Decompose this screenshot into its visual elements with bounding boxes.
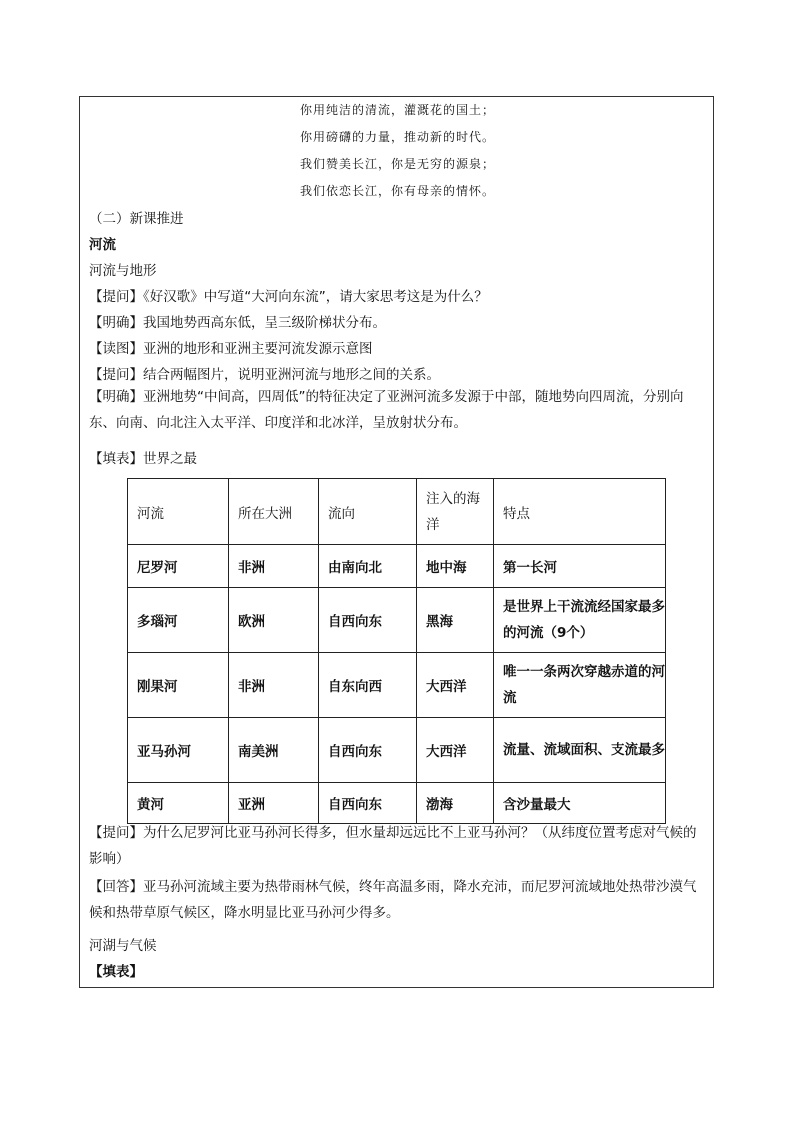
table-cell: 自西向东 (319, 783, 417, 824)
table-cell: 亚洲 (229, 783, 319, 824)
table-cell: 含沙量最大 (494, 783, 666, 824)
table-cell: 刚果河 (128, 653, 229, 718)
header-cell: 河流 (128, 479, 229, 545)
table-cell: 非洲 (229, 653, 319, 718)
table-cell: 是世界上干流流经国家最多的河流（9个） (494, 588, 666, 653)
read-map-note: 【读图】亚洲的地形和亚洲主要河流发源示意图 (89, 341, 373, 357)
header-cell: 流向 (319, 479, 417, 545)
table-cell: 流量、流域面积、支流最多 (494, 718, 666, 783)
poem-line: 我们依恋长江，你有母亲的情怀。 (299, 184, 495, 198)
table-cell: 欧洲 (229, 588, 319, 653)
table-cell: 地中海 (417, 545, 494, 588)
table-cell: 非洲 (229, 545, 319, 588)
question-1: 【提问】《好汉歌》中写道“大河向东流”，请大家思考这是为什么？ (89, 289, 488, 305)
heading-rivers: 河流 (89, 237, 116, 253)
table-cell: 黑海 (417, 588, 494, 653)
poem-line: 你用纯洁的清流，灌溉花的国土； (299, 103, 495, 117)
question-2: 【提问】结合两幅图片，说明亚洲河流与地形之间的关系。 (89, 367, 440, 383)
question-3: 【提问】为什么尼罗河比亚马孙河长得多，但水量却远远比不上亚马孙河？（从纬度位置考虑对气候的影响） (89, 825, 697, 867)
table-cell: 第一长河 (494, 545, 666, 588)
table-cell: 自东向西 (319, 653, 417, 718)
header-cell: 所在大洲 (229, 479, 319, 545)
table-row (128, 653, 666, 718)
table-cell: 黄河 (128, 783, 229, 824)
table-cell: 自西向东 (319, 718, 417, 783)
section-title: （二）新课推进 (89, 211, 184, 227)
header-cell: 特点 (494, 479, 666, 545)
table-row (128, 783, 666, 824)
table-row (128, 718, 666, 783)
fill-table-label-2: 【填表】 (89, 964, 143, 980)
table-row (128, 588, 666, 653)
subheading-lake-climate: 河湖与气候 (89, 938, 157, 954)
fill-table-label: 【填表】世界之最 (89, 451, 197, 467)
answer-2: 【明确】亚洲地势“中间高，四周低”的特征决定了亚洲河流多发源于中部，随地势向四周流，分别向东、向南、向北注入太平洋、印度洋和北冰洋，呈放射状分布。 (89, 389, 684, 431)
table-cell: 南美洲 (229, 718, 319, 783)
poem-line: 我们赞美长江，你是无穷的源泉； (299, 157, 495, 171)
table-cell: 亚马孙河 (128, 718, 229, 783)
table-cell: 自西向东 (319, 588, 417, 653)
table-header-row (128, 479, 666, 545)
answer-1: 【明确】我国地势西高东低，呈三级阶梯状分布。 (89, 315, 386, 331)
header-cell: 注入的海洋 (417, 479, 494, 545)
table-cell: 由南向北 (319, 545, 417, 588)
subheading-river-terrain: 河流与地形 (89, 263, 157, 279)
poem-line: 你用磅礴的力量，推动新的时代。 (299, 130, 495, 144)
table-cell: 大西洋 (417, 653, 494, 718)
table-cell: 多瑙河 (128, 588, 229, 653)
table-row (128, 545, 666, 588)
table-cell: 大西洋 (417, 718, 494, 783)
world-rivers-table (127, 478, 666, 824)
table-cell: 渤海 (417, 783, 494, 824)
table-cell: 唯一一条两次穿越赤道的河流 (494, 653, 666, 718)
answer-3: 【回答】亚马孙河流域主要为热带雨林气候，终年高温多雨，降水充沛，而尼罗河流域地处热带沙漠气候和热带草原气候区，降水明显比亚马孙河少得多。 (89, 879, 697, 921)
table-cell: 尼罗河 (128, 545, 229, 588)
